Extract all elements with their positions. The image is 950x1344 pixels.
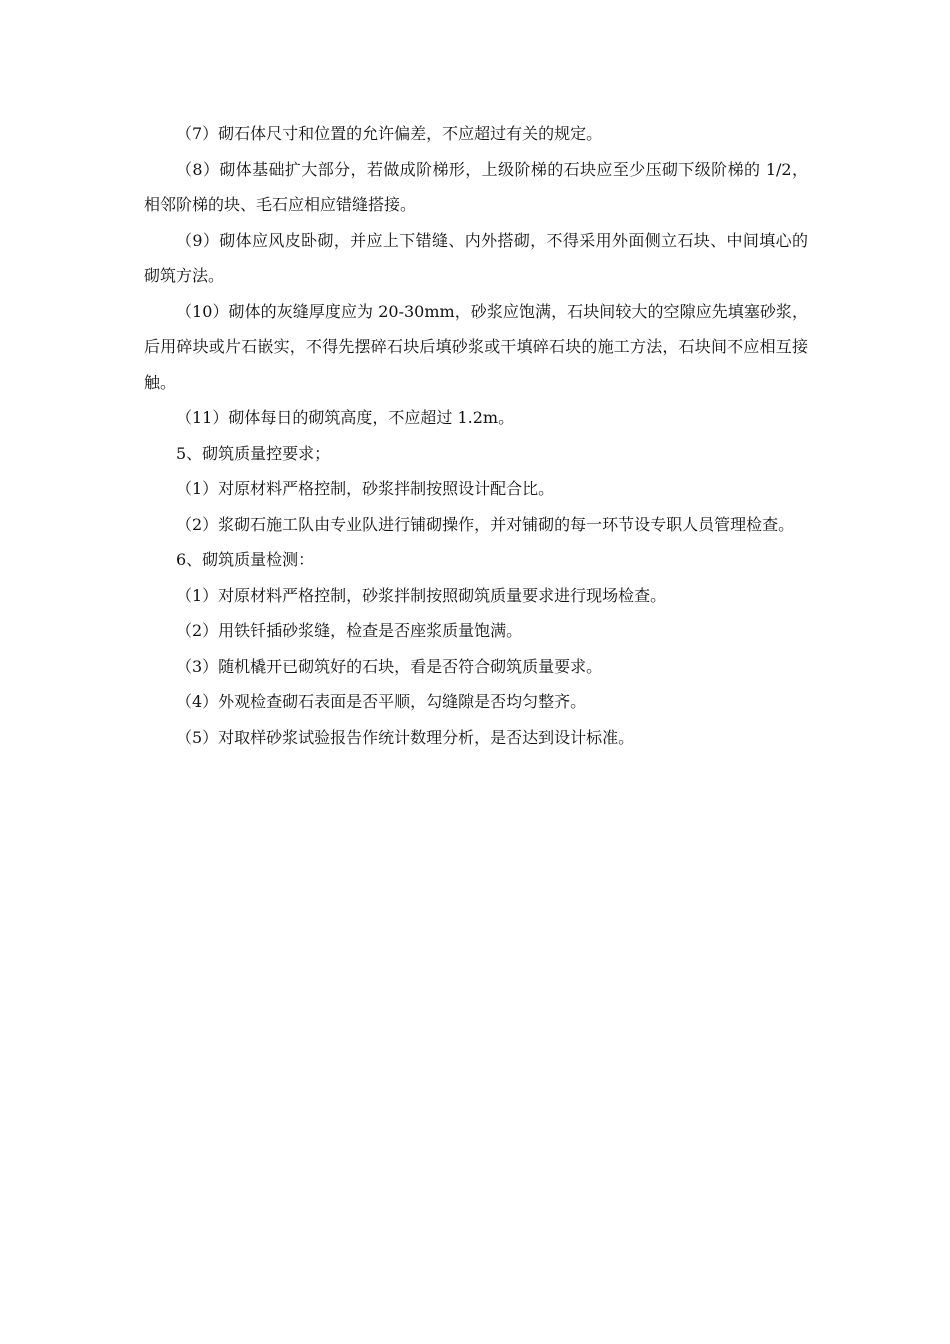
paragraph-quality-test-4: （4）外观检查砌石表面是否平顺，勾缝隙是否均匀整齐。 (176, 692, 587, 711)
paragraph-quality-test-5: （5）对取样砂浆试验报告作统计数理分析，是否达到设计标准。 (176, 727, 635, 747)
paragraph-quality-test-2: （2）用铁钎插砂浆缝，检查是否座浆质量饱满。 (176, 621, 523, 640)
paragraph-item-8: （8）砌体基础扩大部分，若做成阶梯形，上级阶梯的石块应至少压砌下级阶梯的 1/2，相邻阶梯的块、毛石应相应错缝搭接。 (144, 159, 808, 214)
document-body (144, 116, 808, 755)
paragraph-quality-control-1: （1）对原材料严格控制，砂浆拌制按照设计配合比。 (176, 479, 555, 498)
paragraph-quality-test-3: （3）随机橇开已砌筑好的石块，看是否符合砌筑质量要求。 (176, 656, 603, 676)
paragraph-item-10: （10）砌体的灰缝厚度应为 20-30mm，砂浆应饱满，石块间较大的空隙应先填塞砂浆，后用碎块或片石嵌实，不得先摆碎石块后填砂浆或干填碎石块的施工方法，石块间不应相互接触。 (144, 301, 808, 392)
paragraph-quality-test-1: （1）对原材料严格控制，砂浆拌制按照砌筑质量要求进行现场检查。 (176, 585, 667, 605)
section-heading-6: 6、砌筑质量检测： (176, 550, 315, 569)
paragraph-quality-control-2: （2）浆砌石施工队由专业队进行铺砌操作，并对铺砌的每一环节设专职人员管理检查。 (176, 514, 795, 534)
paragraph-item-9: （9）砌体应风皮卧砌，并应上下错缝、内外搭砌，不得采用外面侧立石块、中间填心的砌筑方法。 (144, 230, 808, 285)
paragraph-item-11: （11）砌体每日的砌筑高度，不应超过 1.2m。 (176, 408, 515, 427)
paragraph-item-7: （7）砌石体尺寸和位置的允许偏差，不应超过有关的规定。 (176, 124, 603, 143)
section-heading-5: 5、砌筑质量控要求； (176, 443, 331, 463)
